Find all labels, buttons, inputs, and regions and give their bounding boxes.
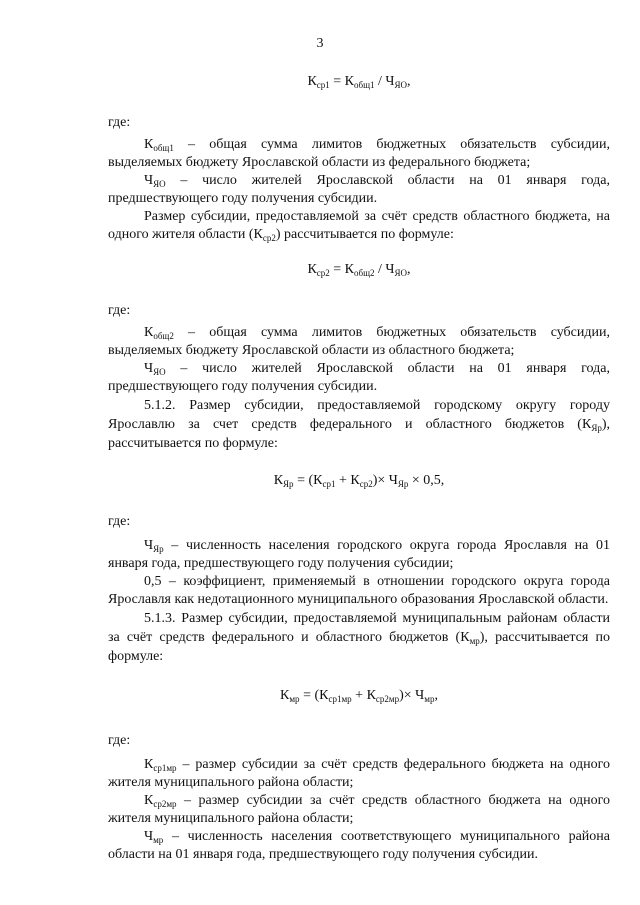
formula-part: = К bbox=[329, 262, 355, 277]
symbol: Ч bbox=[144, 538, 154, 553]
formula-subscript: общ2 bbox=[354, 268, 375, 278]
formula-part: / Ч bbox=[374, 74, 395, 89]
formula-part: × 0,5, bbox=[408, 473, 445, 488]
symbol-subscript: общ1 bbox=[153, 143, 174, 153]
symbol: Ч bbox=[144, 829, 154, 844]
definition-paragraph bbox=[108, 360, 610, 396]
where-label: где: bbox=[108, 733, 131, 748]
definition-paragraph bbox=[108, 573, 610, 609]
page-number: 3 bbox=[316, 36, 324, 51]
symbol-subscript: Яр bbox=[591, 423, 602, 433]
definition-text: – число жителей Ярославской области на 01 января года, предшествующего году получения субсидии. bbox=[108, 361, 610, 394]
paragraph-text: Размер субсидии, предоставляемой за счёт средств областного бюджета, на одного жителя области (К bbox=[108, 209, 610, 242]
definition-paragraph bbox=[108, 324, 610, 360]
formula-part: К bbox=[307, 262, 317, 277]
formula-part: = (К bbox=[293, 473, 323, 488]
definition-text: – общая сумма лимитов бюджетных обязательств субсидии, выделяемых бюджету Ярославской области из областного бюджета; bbox=[108, 325, 610, 358]
formula-subscript: ср2 bbox=[316, 268, 330, 278]
symbol-subscript: ср2мр bbox=[153, 799, 177, 809]
paragraph-text: 5.1.3. Размер субсидии, предоставляемой муниципальным районам области за счёт средств федерального и областного бюджетов (К bbox=[108, 611, 610, 645]
formula-ksr2 bbox=[108, 260, 610, 282]
definition-paragraph bbox=[108, 136, 610, 172]
symbol: К bbox=[144, 137, 154, 152]
definition-paragraph bbox=[108, 172, 610, 208]
symbol-subscript: ЯО bbox=[153, 179, 166, 189]
symbol-subscript: мр bbox=[153, 835, 164, 845]
formula-ksr1 bbox=[108, 72, 610, 94]
symbol-subscript: общ2 bbox=[153, 331, 174, 341]
where-label: где: bbox=[108, 303, 131, 318]
paragraph-text: ) рассчитывается по формуле: bbox=[275, 227, 454, 242]
symbol-subscript: Яр bbox=[153, 544, 164, 554]
symbol-subscript: мр bbox=[469, 636, 480, 646]
where-label: где: bbox=[108, 514, 131, 529]
formula-part: , bbox=[407, 262, 411, 277]
symbol: Ч bbox=[144, 173, 154, 188]
formula-part: = К bbox=[329, 74, 355, 89]
formula-subscript: Яр bbox=[397, 479, 409, 489]
definition-text: – численность населения соответствующего муниципального района области на 01 января года, предшествующего году получения субсидии. bbox=[108, 829, 610, 862]
formula-part: К bbox=[280, 688, 290, 703]
definition-text: – численность населения городского округа города Ярославля на 01 января года, предшествующего году получения субсидии; bbox=[108, 538, 610, 571]
formula-part: + К bbox=[335, 473, 360, 488]
formula-subscript: мр bbox=[424, 694, 435, 704]
paragraph-text: 5.1.2. Размер субсидии, предоставляемой городскому округу городу Ярославлю за счет средств федерального и областного бюджетов (К bbox=[108, 398, 610, 432]
definition-paragraph bbox=[108, 828, 610, 864]
formula-subscript: ЯО bbox=[394, 80, 408, 90]
definition-text: – общая сумма лимитов бюджетных обязательств субсидии, выделяемых бюджету Ярославской области из федерального бюджета; bbox=[108, 137, 610, 170]
where-label: где: bbox=[108, 115, 131, 130]
formula-part: , bbox=[434, 688, 438, 703]
symbol: К bbox=[144, 757, 154, 772]
formula-subscript: ср1 bbox=[316, 80, 330, 90]
formula-subscript: мр bbox=[289, 694, 300, 704]
formula-subscript: ЯО bbox=[394, 268, 408, 278]
formula-subscript: ср1мр bbox=[328, 694, 352, 704]
symbol-subscript: ср1мр bbox=[153, 763, 177, 773]
definition-paragraph bbox=[108, 792, 610, 828]
definition-text: – размер субсидии за счёт средств областного бюджета на одного жителя муниципального района области; bbox=[108, 793, 610, 826]
definition-text: 0,5 – коэффициент, применяемый в отношении городского округа города Ярославля как недотационного муниципального образования Ярославской области. bbox=[108, 574, 610, 607]
formula-part: + К bbox=[351, 688, 376, 703]
symbol-subscript: ср2 bbox=[262, 233, 276, 243]
document-body bbox=[108, 63, 610, 864]
formula-part: )× Ч bbox=[372, 473, 398, 488]
symbol: К bbox=[144, 793, 154, 808]
symbol: К bbox=[144, 325, 154, 340]
symbol: Ч bbox=[144, 361, 154, 376]
body-paragraph bbox=[108, 208, 610, 244]
definition-text: – число жителей Ярославской области на 01 января года, предшествующего году получения субсидии. bbox=[108, 173, 610, 206]
definition-paragraph bbox=[108, 756, 610, 792]
section-paragraph bbox=[108, 396, 610, 453]
section-paragraph bbox=[108, 609, 610, 666]
formula-part: / Ч bbox=[374, 262, 395, 277]
formula-part: К bbox=[273, 473, 284, 488]
paragraph-text: ), рассчитывается по формуле: bbox=[108, 630, 610, 664]
definition-paragraph bbox=[108, 537, 610, 573]
formula-kyar bbox=[108, 471, 610, 493]
formula-part: К bbox=[307, 74, 317, 89]
definition-text: – размер субсидии за счёт средств федерального бюджета на одного жителя муниципального района области; bbox=[108, 757, 610, 790]
formula-part: )× Ч bbox=[399, 688, 425, 703]
formula-part: = (К bbox=[299, 688, 329, 703]
paragraph-text: ), рассчитывается по формуле: bbox=[108, 417, 610, 451]
formula-subscript: ср1 bbox=[322, 479, 336, 489]
formula-subscript: общ1 bbox=[354, 80, 375, 90]
symbol-subscript: ЯО bbox=[153, 367, 166, 377]
formula-subscript: ср2мр bbox=[375, 694, 400, 704]
formula-subscript: ср2 bbox=[359, 479, 373, 489]
formula-part: , bbox=[407, 74, 411, 89]
formula-subscript: Яр bbox=[283, 479, 294, 489]
formula-kmr bbox=[108, 686, 610, 708]
